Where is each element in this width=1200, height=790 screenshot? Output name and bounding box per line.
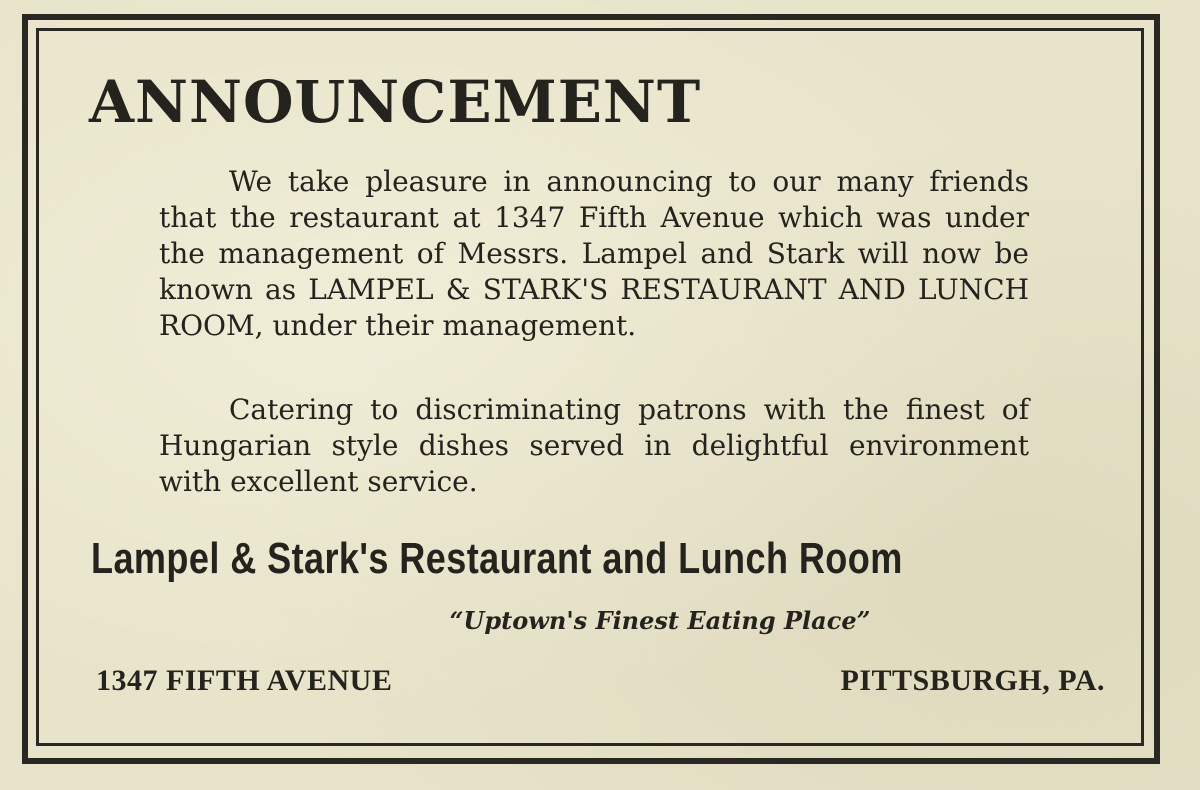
announcement-paragraph-1: We take pleasure in announcing to our many friends that the restaurant at 1347 Fifth Avenue which was under the management of Messrs. Lampel and Stark will now be known as LAMPEL & STARK'S RESTAURANT AND LUNCH ROOM, under their management.	[159, 165, 1029, 342]
announcement-ad	[39, 31, 1141, 743]
city-state: PITTSBURGH, PA.	[840, 664, 1105, 697]
announcement-heading: ANNOUNCEMENT	[89, 68, 702, 136]
announcement-paragraph-2: Catering to discriminating patrons with the finest of Hungarian style dishes served in delightful environment with excellent service.	[159, 393, 1029, 498]
tagline: “Uptown's Finest Eating Place”	[449, 606, 871, 635]
street-address: 1347 FIFTH AVENUE	[96, 664, 393, 697]
restaurant-name: Lampel & Stark's Restaurant and Lunch Room	[91, 534, 903, 583]
